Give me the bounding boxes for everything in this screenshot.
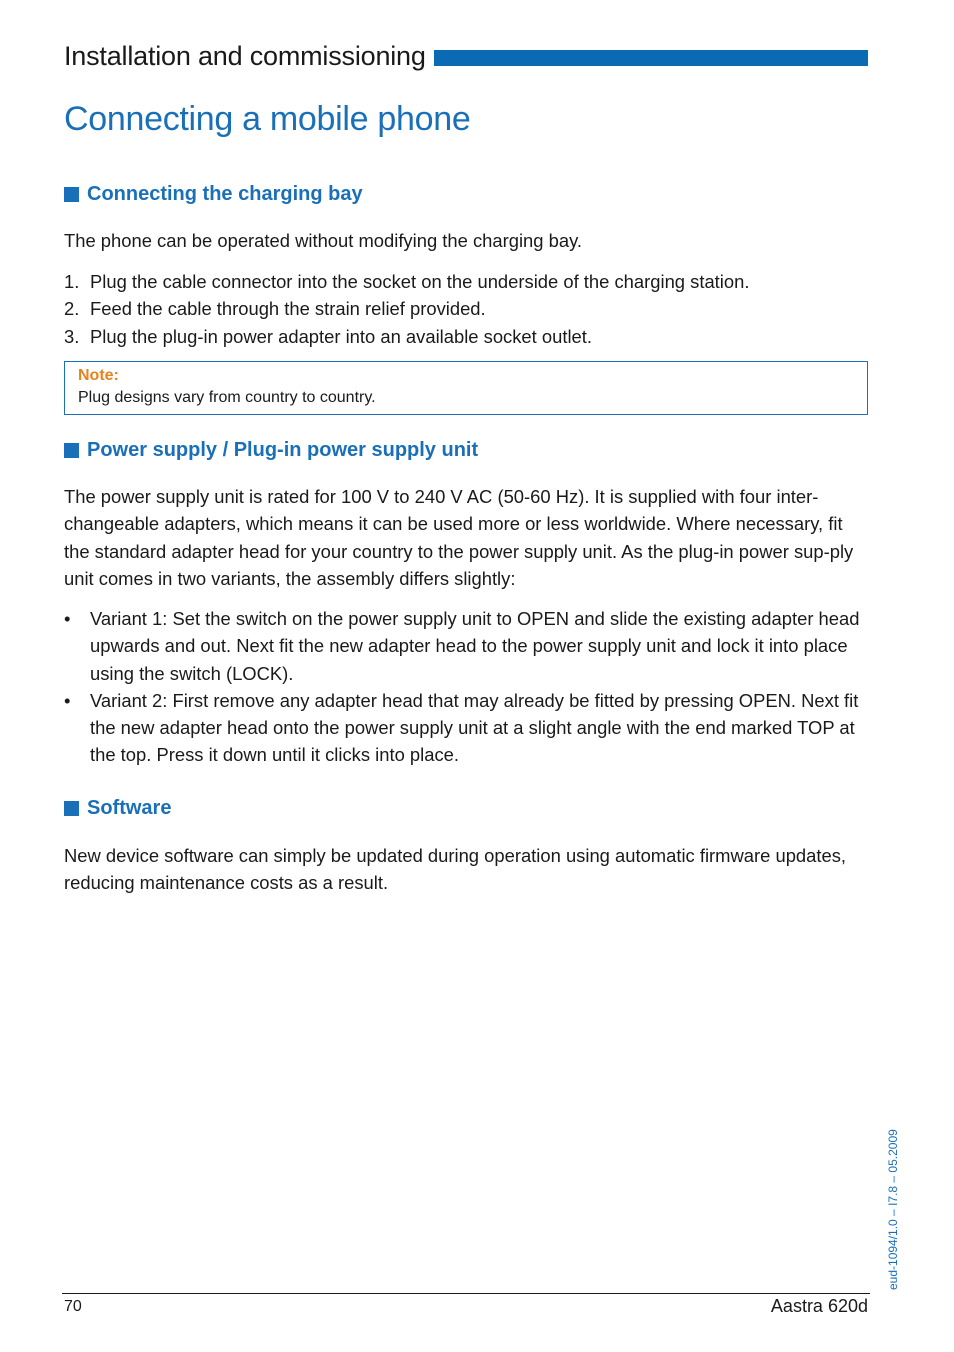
subheading-software xyxy=(64,797,171,820)
list-item xyxy=(64,295,870,322)
square-bullet-icon xyxy=(64,187,79,202)
running-header xyxy=(64,36,868,76)
page-title: Connecting a mobile phone xyxy=(64,100,471,138)
paragraph-charging-intro: The phone can be operated without modifying the charging bay. xyxy=(64,230,583,251)
list-item-text: Plug the plug-in power adapter into an available socket outlet. xyxy=(90,325,592,347)
list-item-text: Variant 2: First remove any adapter head that may already be fitted by pressing OPEN. Next fit the new adapter head onto the power supply unit at a slight angle with the end marked TOP at the top. Press it down until it clicks into place. xyxy=(90,689,859,766)
section-title: Installation and commissioning xyxy=(64,40,426,71)
list-item xyxy=(64,605,870,687)
square-bullet-icon xyxy=(64,443,79,458)
product-name: Aastra 620d xyxy=(770,1296,868,1316)
page-number: 70 xyxy=(64,1298,82,1315)
subheading-text: Software xyxy=(87,797,172,819)
list-item-text: Plug the cable connector into the socket on the underside of the charging station. xyxy=(90,271,750,292)
subheading-charging-bay xyxy=(64,183,363,206)
subheading-power-supply xyxy=(64,439,478,462)
header-accent-bar xyxy=(434,50,868,66)
list-item xyxy=(64,323,870,350)
document-code: eud-1094/1.0 – I7.8 – 05.2009 xyxy=(886,1129,900,1290)
bullet-marker: • xyxy=(64,608,71,629)
list-marker: 1. xyxy=(64,271,80,292)
list-item xyxy=(64,687,870,769)
subheading-text: Connecting the charging bay xyxy=(87,183,363,205)
note-text: Plug designs vary from country to country. xyxy=(78,389,376,406)
subheading-text: Power supply / Plug-in power supply unit xyxy=(87,439,479,461)
bullet-marker: • xyxy=(64,689,71,711)
paragraph-software: New device software can simply be updated during operation using automatic firmware updates, reducing maintenance costs as a result. xyxy=(64,845,847,894)
steps-list xyxy=(64,268,870,350)
variants-list xyxy=(64,605,870,769)
note-title: Note: xyxy=(78,367,119,384)
note-box xyxy=(64,361,868,415)
square-bullet-icon xyxy=(64,801,79,816)
footer-rule xyxy=(62,1293,870,1294)
paragraph-power-supply-intro: The power supply unit is rated for 100 V to 240 V AC (50-60 Hz). It is supplied with four inter-changeable adapters, which means it can be used more or less worldwide. Where necessary, fit the standard adapter head for your country to the power supply unit. As the plug-in power sup-ply unit comes in two variants, the assembly differs slightly: xyxy=(64,486,854,589)
list-item-text: Variant 1: Set the switch on the power supply unit to OPEN and slide the existing adapter head upwards and out. Next fit the new adapter head to the power supply unit and lock it into place using the switch (LOCK). xyxy=(90,608,860,684)
list-marker: 2. xyxy=(64,298,80,320)
list-item-text: Feed the cable through the strain relief provided. xyxy=(90,298,486,320)
list-item xyxy=(64,268,870,295)
list-marker: 3. xyxy=(64,325,80,347)
